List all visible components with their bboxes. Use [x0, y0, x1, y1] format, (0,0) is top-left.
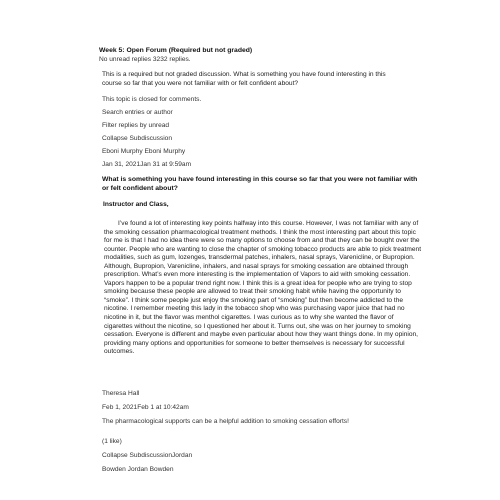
closed-notice: This topic is closed for comments. — [102, 96, 202, 103]
search-input[interactable]: Search entries or author — [102, 109, 173, 116]
forum-description: This is a required but not graded discussion. What is something you have found interesting in this course so far that you were not familiar with or felt confident about? — [102, 71, 386, 87]
reply-author[interactable]: Theresa Hall — [102, 390, 140, 397]
next-author[interactable]: Bowden Jordan Bowden — [102, 466, 174, 473]
post-author[interactable]: Eboni Murphy Eboni Murphy — [102, 148, 186, 155]
post-greeting: Instructor and Class, — [103, 201, 169, 208]
collapse-subdiscussion-button[interactable]: Collapse Subdiscussion — [102, 135, 173, 142]
like-count[interactable]: (1 like) — [102, 438, 122, 445]
post-body — [104, 220, 422, 357]
reply-date: Feb 1, 2021Feb 1 at 10:42am — [102, 404, 189, 411]
forum-title: Week 5: Open Forum (Required but not graded) — [99, 47, 253, 54]
reply-text: The pharmacological supports can be a helpful addition to smoking cessation efforts! — [102, 418, 349, 425]
post-question: What is something you have found interesting in this course so far that you were not familiar with or felt confident about? — [102, 176, 418, 192]
filter-unread-toggle[interactable]: Filter replies by unread — [102, 122, 170, 129]
post-body-paragraph: I’ve found a lot of interesting key points halfway into this course. However, I was not familiar with any of the smoking cessation pharmacological treatment methods. I think the most interesting part about this topic for me is that I had no idea there were so many options to choose from and that they can be bought over the counter. People who are wanting to close the chapter of smoking tobacco products are able to pick treatment modalities, such as gum, lozenges, transdermal patches, inhalers, nasal sprays, Varenicline, or Bupropion. Although, Bupropion, Varenicline, inhalers, and nasal sprays for smoking cessation are obtained through prescription. What’s even more interesting is the implementation of Vapors to aid with smoking cessation. Vapors happen to be a popular trend right now. I think this is a great idea for people who are trying to stop smoking because these people are allowed to treat their smoking habit while having the opportunity to “smoke”. I think some people just enjoy the smoking part of “smoking” but then become addicted to the nicotine. I remember meeting this lady in the tobacco shop who was purchasing vapor juice that had no nicotine in it, but the flavor was menthol cigarettes. I was curious as to why she wanted the flavor of cigarettes without the nicotine, so I questioned her about it. Turns out, she was on her journey to smoking cessation. Everyone is different and maybe even particular about how they want things done. In my opinion, providing many options and opportunities for someone to better themselves is necessary for successful outcomes. — [104, 220, 422, 356]
replies-status: No unread replies 3232 replies. — [99, 56, 191, 63]
collapse-subdiscussion-button-2[interactable]: Collapse SubdiscussionJordan — [102, 452, 193, 459]
post-date: Jan 31, 2021Jan 31 at 9:59am — [102, 161, 192, 168]
